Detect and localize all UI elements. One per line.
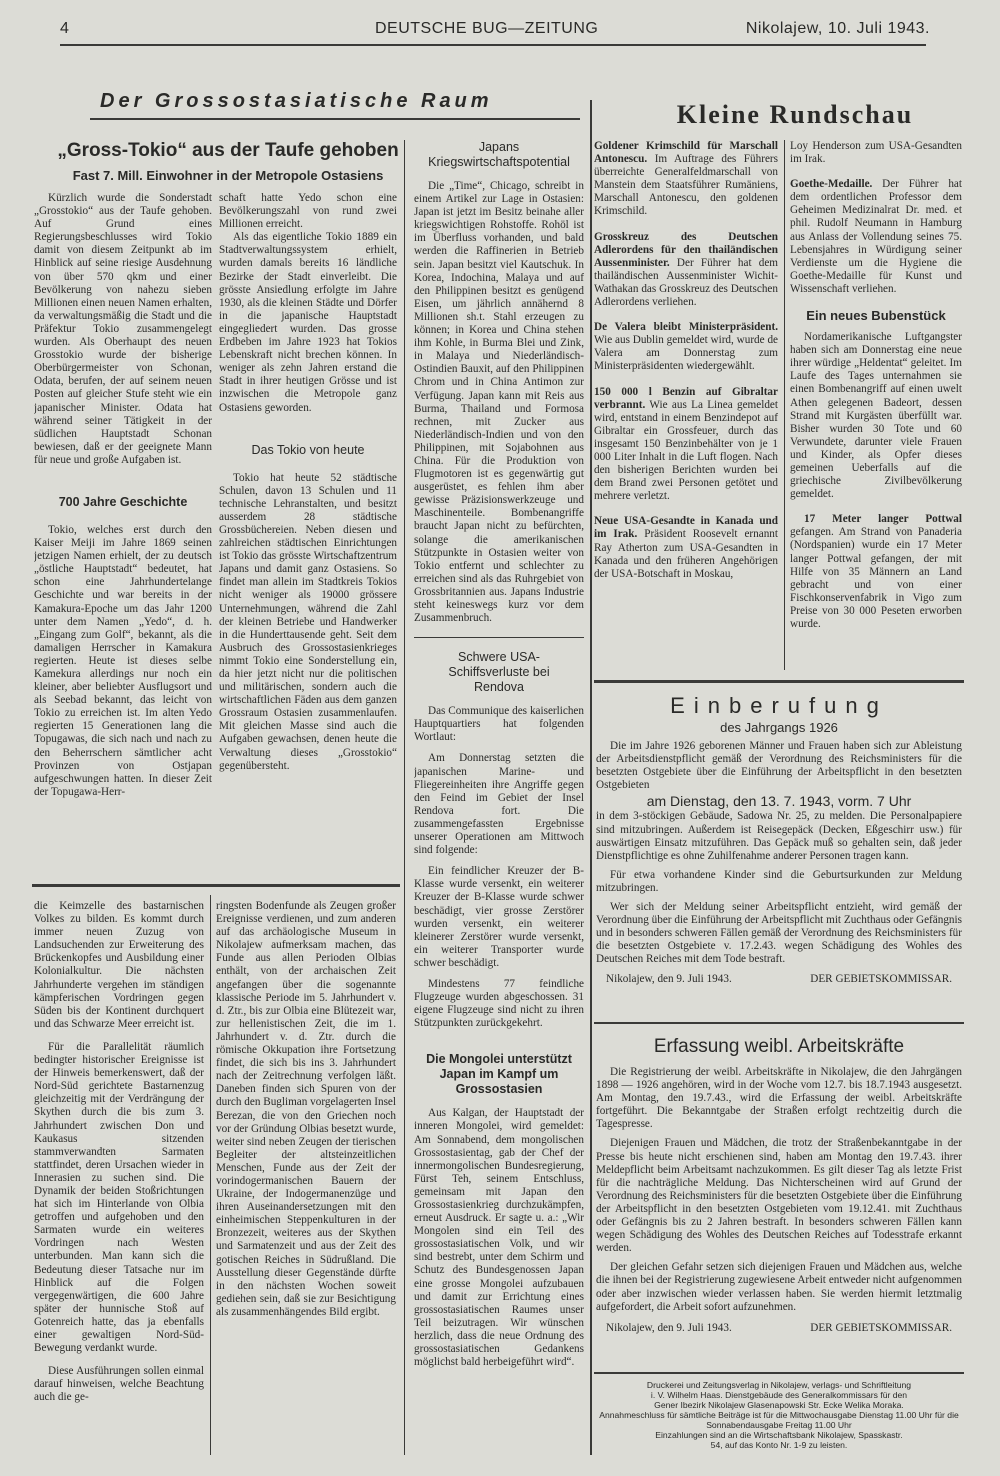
signature <box>596 1322 962 1335</box>
news-text: Der Führer hat dem ordentlichen Professor dem Geheimen Medizinalrat Dr. med. et phil. Rudolf Neumann in Hamburg aus Anlass der Vollendung seines 75. Lebensjahres in Würdigung seiner Verdienste um die Hygiene die Goethe-Medaille für Kunst und Wissenschaft verliehen. <box>790 178 962 295</box>
paragraph: schaft hatte Yedo schon eine Bevölkerungszahl von rund zwei Millionen erreicht. <box>219 192 397 231</box>
imprint-line: 54, auf das Konto Nr. 1-9 zu leisten. <box>710 1440 848 1450</box>
col-rule <box>784 140 785 670</box>
news-text: Wie aus La Linea gemeldet wird, entstand in einem Benzindepot auf Gibraltar ein Grossfeuer, durch das insgesamt 150 Benzinbehälter von je 1 000 Liter Inhalt in die Luft flogen. Nach den bisherigen Berichten wurden bei dem Brand zwei Personen getötet und mehrere verletzt. <box>594 398 778 503</box>
news-lead: 150 000 l Benzin auf Gibraltar verbrannt. <box>594 385 778 411</box>
paragraph: Am Donnerstag setzten die japanischen Marine- und Fliegereinheiten ihre Angriffe gegen den Feind im Gebiet der Insel Rendova fort. Die zusammengefassten Ergebnisse unserer Operationen am Mittwoch sind folgende: <box>414 752 584 857</box>
news-lead: Neue USA-Gesandte in Kanada und im Irak. <box>594 515 778 541</box>
paragraph: Die Registrierung der weibl. Arbeitskräfte in Nikolajew, die den Jahrgängen 1898 — 1926 angehören, wird in der Woche vom 12.7. bis 18.7.1943 ausgesetzt. Am Montag, den 19.7.43., wird die Erfassung der weibl. Arbeitskräfte fortgeführt. Die Bekanntgabe der Straßen erfolgt rechtzeitig durch die Tagespresse. <box>596 1066 962 1131</box>
main-col-1 <box>34 192 212 862</box>
col-rule <box>210 895 211 1455</box>
subhead-tokio-heute: Das Tokio von heute <box>251 442 365 457</box>
paragraph: in dem 3-stöckigen Gebäude, Sadowa Nr. 25, zu melden. Die Personalpapiere sind mitzubringen. Außerdem ist Reisegepäck (Decken, Eßgeschirr usw.) für auswärtigen Einsatz mitzuführen. Das Gepäck muß so gehalten sein, daß jeder Dienstpflichtige es ohne Zuhilfenahme anderer Personen tragen kann. <box>596 810 962 862</box>
paragraph: Ein feindlicher Kreuzer der B-Klasse wurde versenkt, ein weiterer Kreuzer der B-Klasse wurde schwer beschädigt, vier grosse Zerstörer wurden versenkt, ein weiterer kleinerer Zerstörer wurde versenkt, ein weiterer Transporter wurde schwer beschädigt. <box>414 865 584 969</box>
col-rule-thick <box>590 100 592 1455</box>
paragraph: Wer sich der Meldung seiner Arbeitspflicht entzieht, wird gemäß der Verordnung über die Einführung der Arbeitspflicht mit Zuchthaus oder Gefängnis und in besonders schweren Fällen gemäß der Verordnung des Reichsministers für die besetzten Ostgebiete v. 17.2.43. wegen Schädigung des Wohles des Deutschen Reiches mit dem Tode bestraft. <box>596 901 962 966</box>
news-lead: Goethe-Medaille. <box>790 178 873 191</box>
signature <box>596 973 962 986</box>
date-line: am Dienstag, den 13. 7. 1943, vorm. 7 Uhr <box>646 793 912 810</box>
japan-headline: Japans Kriegswirtschaftspotential <box>428 140 570 169</box>
imprint-line: Druckerei und Zeitungsverlag in Nikolajew, verlags- und Schriftleitung <box>646 1380 912 1390</box>
news-item <box>790 178 962 296</box>
erfassung-title: Erfassung weibl. Arbeitskräfte <box>653 1036 905 1057</box>
paragraph: die Keimzelle des bastarnischen Volkes zu bilden. Es kommt durch immer neuen Zuzug von Landsuchenden zur Erweiterung des Brückenkopfes und Ausbildung einer Kolonialkultur. Die nächsten Jahrhunderte vergehen im ständigen kämpferischen Vordringen gegen Süden bis der Kontinent durchquert und das Schwarze Meer erreicht ist. <box>34 900 204 1030</box>
newspaper-title: DEUTSCHE BUG—ZEITUNG <box>375 20 599 37</box>
paragraph: Für etwa vorhandene Kinder sind die Geburtsurkunden zur Meldung mitzubringen. <box>596 868 962 894</box>
mongolei-headline: Die Mongolei unterstützt Japan im Kampf um Grossostasien <box>426 1052 572 1097</box>
news-item <box>594 231 778 310</box>
divider <box>32 884 400 887</box>
subhead-geschichte: 700 Jahre Geschichte <box>58 494 188 509</box>
news-text: Der Führer hat dem thailändischen Aussenminister Wichit-Wathakan das Grosskreuz des Deutschen Adlerordens verliehen. <box>594 256 778 309</box>
paragraph: Tokio, welches erst durch den Kaiser Meiji im Jahre 1869 seinen jetzigen Namen erhielt, der zu deutsch „östliche Hauptstadt“ bedeutet, hat schon eine Jahrhundertelange Geschichte und war bereits in der Kamakura-Epoche um das Jahr 1200 unter dem Namen „Yedo“, d. h. „Eingang zum Golf“, bekannt, als die damaligen Herrscher in Kamakura regierten. Heute ist dieses selbe Kamekura allerdings nur noch ein kleiner, aber beliebter Ausflugsort und als Seebad bekannt, das leicht von Tokio zu erreichen ist. Im alten Yedo regierten 15 Generationen lang die Topugawas, die sich nach und nach zu den Beherrschern sämtlicher acht Provinzen von Ostjapan aufgeschwungen hatten. In dieser Zeit der Topugawa-Herr- <box>34 523 212 798</box>
masthead <box>60 18 930 42</box>
paragraph: Als das eigentliche Tokio 1889 ein Stadtverwaltungssystem erhielt, wurden damals bereits 16 ländliche Bezirke der Stadt einverleibt. Die grösste Ansiedlung erfolgte im Jahre 1930, als die kleinen Städte und Dörfer in die japanische Hauptstadt eingegliedert wurden. Das grosse Erdbeben im Jahre 1923 hat Tokios Lebenskraft nicht brechen können. In weniger als zehn Jahren erstand die Stadt in ihrer heutigen Grösse und ist inzwischen die Metropole ganz Ostasiens geworden. <box>219 231 397 414</box>
imprint <box>596 1380 962 1450</box>
erfassung-body <box>596 1066 962 1364</box>
divider <box>594 1022 964 1024</box>
paragraph: Aus Kalgan, der Hauptstadt der inneren Mongolei, wird gemeldet: Am Sonnabend, dem mongolischen Grossostasientag, gab der Chef der innermongolischen Bundesregierung, Fürst Teh, seinem Entschluss, gemeinsam mit Japan den Grossostasienkrieg durchzukämpfen, erneut Ausdruck. Er sagte u. a.: „Wir Mongolen sind ein Teil des grossostasiatischen Volk, und wir sind bestrebt, unter dem Schirm und Schutz des Bundesgenossen Japan eine grosse Mongolei aufzubauen und damit zur Errichtung eines grossostasiatischen Raumes unser Teil beizutragen. Wir wünschen herzlich, dass die neue Ordnung des grossostasiatischen Gedankens möglichst bald herbeigeführt wird“. <box>414 1107 584 1369</box>
main-headline: „Gross-Tokio“ aus der Taufe gehoben <box>57 140 399 161</box>
news-item <box>594 386 778 504</box>
sign-name: DER GEBIETSKOMMISSAR. <box>810 972 952 985</box>
einberufung-body <box>596 740 962 1012</box>
paragraph: Für die Parallelität räumlich bedingter historischer Ereignisse ist der Hinweis bemerkenswert, daß der Nord-Süd gerichtete Bastarnenzug gleichzeitig mit der Verdrängung der Skythen durch die bis zum 3. Jahrhundert zwischen Don und Kaukasus sitzenden stammverwandten Sarmaten stattfindet, deren Ursachen wieder in Innerasien zu suchen sind. Die Dynamik der beiden Stoßrichtungen hat sich im Hinterlande von Olbia getroffen und aufgehoben und den Sarmaten wurde ein weiteres Vordringen nach Westen unterbunden. Man kann sich die Bedeutung dieser Tatsache nur im Hinblick auf die Folgen vergegenwärtigen, die 600 Jahre später der hunnische Stoß auf Gotenreich hatte, das ja ebenfalls einer gewaltigen Nord-Süd-Bewegung verdankt wurde. <box>34 1040 204 1355</box>
paragraph: Die „Time“, Chicago, schreibt in einem Artikel zur Lage in Ostasien: Japan ist jetzt im Besitz beinahe aller kriegswichtigen Rohstoffe. Rohöl ist im Überfluss vorhanden, und bald werden die Raffinerien in Betrieb sein. Japan besitzt viel Kautschuk. In Korea, Indochina, Malaya und auf den Philippinen besitzt es genügend Eisen, um jährlich annähernd 8 Millionen sh.t. Stahl erzeugen zu können; in Korea und China stehen ihm Kohle, in Burma Blei und Zink, in Malaya und Niederländisch-Ostindien Bauxit, auf den Philippinen Chrom und in China Antimon zur Verfügung. Japan kann mit Reis aus Burma, Thailand und Formosa rechnen, mit Zucker aus Niederländisch-Indien und von den Philippinen, mit Sojabohnen aus China. Für die Produktion von Flugmotoren ist es gegenwärtig gut ausgerüstet, es fehlen ihm aber gewisse Präzisionswerkzeuge und Maschinenteile. Bombenangriffe braucht Japan nicht zu befürchten, solange die amerikanischen Stützpunkte in Ostasien weiter von Tokio entfernt und schlechter zu erreichen sind als das Ruhrgebiet von Grossbritannien aus. Japans Industrie steht keineswegs kurz vor dem Zusammenbruch. <box>414 180 584 625</box>
news-text: gefangen. Am Strand von Panaderia (Nordspanien) wurde ein 17 Meter langer Pottwal gefangen, der mit Hilfe von 35 Männern an Land gebracht und von einer Fischkonservenfabrik in Vigo zum Preise von 30 000 Peseten erworben wurde. <box>790 526 962 630</box>
rundschau-left <box>594 140 778 670</box>
einberufung-subtitle: des Jahrgangs 1926 <box>720 720 838 735</box>
news-item <box>594 140 778 219</box>
paragraph: Das Communique des kaiserlichen Hauptquartiers hat folgenden Wortlaut: <box>414 705 584 744</box>
sign-place: Nikolajew, den 9. Juli 1943. <box>606 972 732 985</box>
news-item <box>594 321 778 373</box>
header-rule <box>60 44 926 46</box>
news-text: Präsident Roosevelt ernannt Ray Atherton zum USA-Gesandten in Kanada und den früheren Angehörigen der USA-Botschaft in Moskau, <box>594 528 778 580</box>
divider <box>414 637 584 638</box>
sign-place: Nikolajew, den 9. Juli 1943. <box>606 1321 732 1334</box>
paragraph: ringsten Bodenfunde als Zeugen großer Ereignisse verdienen, und zum anderen auf das archäologische Museum in Nikolajew aufmerksam machen, das Funde aus allen Perioden Olbias enthält, von der archaischen Zeit angefangen über die sogenannte klassische Periode im 5. Jahrhundert v. d. Ztr., bis zur Olbia eine Blütezeit war, zur hellenistischen Zeit, die im 1. Jahrhundert v. d. Ztr. durch die römische Okkupation ihre Fortsetzung findet, die sich bis ins 3. Jahrhundert nach der Zeitrechnung verfolgen läßt. Daneben finden sich Spuren von der durch den Bugliman vorgelagerten Insel Berezan, die von den Griechen noch vor der Gründung Olbias besetzt wurde, weiter sind neben Zeugen der tierischen Begleiter der altsteinzeitlichen Menschen, Funde aus der Zeit der vorindogermanischen Bauern der Ukraine, der Indogermanenzüge und ihren Auseinandersetzungen mit den einheimischen Steppenkulturen in der Bronzezeit, weiteres aus der Skythen und Sarmatenzeit und aus der Zeit des gotischen Reiches in Südrußland. Die Ausstellung dieser Gegenstände dürfte in den nächsten Wochen soweit gediehen sein, daß sie zur Besichtigung als zusammenhängendes Bild ergibt. <box>216 900 396 1318</box>
paragraph: Nordamerikanische Luftgangster haben sich am Donnerstag eine neue ihrer würdige „Heldentat“ geleitet. Im Laufe des Tages unternahmen sie einen Bombenangriff auf einen uwelt Athen gelegenen Badeort, dessen Strand mit Kurgästen überfüllt war. Bisher wurden 30 Tote und 60 Verwundete, darunter viele Frauen und Kinder, als Opfer dieses gemeinen Ueberfalls auf die griechische Zivilbevölkerung gemeldet. <box>790 331 962 501</box>
lower-col-1 <box>34 900 204 1455</box>
section-rule <box>90 118 580 120</box>
japan-column <box>414 140 584 1455</box>
rundschau-right <box>790 140 962 670</box>
lower-col-2 <box>216 900 396 1455</box>
news-lead: De Valera bleibt Ministerpräsident. <box>594 321 778 334</box>
news-text: Wie aus Dublin gemeldet wird, wurde de Valera am Donnerstag zum Ministerpräsidenten wiedergewählt. <box>594 334 778 373</box>
news-lead: Grosskreuz des Deutschen Adlerordens für den thailändischen Aussenminister. <box>594 230 778 269</box>
usa-headline: Schwere USA-Schiffsverluste bei Rendova <box>448 650 550 695</box>
news-lead: 17 Meter langer Pottwal <box>804 513 962 526</box>
main-col-2 <box>219 192 397 862</box>
paragraph: Tokio hat heute 52 städtische Schulen, davon 13 Schulen und 11 technische Lehranstalten, und besitzt ausserdem 28 städtische Grossbüchereien. Neben diesen und zahlreichen städtischen Einrichtungen ist Tokio das grösste Wirtschaftzentrum Japans und damit ganz Ostasiens. So findet man allein im Stadtkreis Tokios nicht weniger als 19000 grössere Unternehmungen, während die Zahl der kleinen Betriebe und Handwerker in die Hunderttausende geht. Seit dem Ausbruch des Grossostasienkrieges nimmt Tokio eine Sonderstellung ein, da hier jetzt nicht nur die politischen und militärischen, sondern auch die wirtschaftlichen Fäden aus dem ganzen Grossraum Ostasien zusammenlaufen. Mit gleichen Masse sind auch die Aufgaben gewachsen, denen heute die Verwaltung dieses „Grosstokio“ gegenübersteht. <box>219 471 397 772</box>
page-number: 4 <box>60 20 70 37</box>
sign-name: DER GEBIETSKOMMISSAR. <box>810 1321 952 1334</box>
paragraph: Der gleichen Gefahr setzen sich diejenigen Frauen und Mädchen aus, welche die ihnen bei der Registrierung zugewiesene Arbeit entweder nicht aufgenommen oder aber inzwischen wieder verlassen haben. Sie werden hiermit letztmalig aufgefordert, die Arbeit sofort aufzunehmen. <box>596 1261 962 1313</box>
divider <box>594 1372 964 1374</box>
issue-date: Nikolajew, 10. Juli 1943. <box>745 20 930 37</box>
paragraph: Kürzlich wurde die Sonderstadt „Grosstokio“ aus der Taufe gehoben. Auf Grund eines Regierungsbeschlusses wird Tokio damit von diesem Zeitpunkt ab im Hinblick auf seine riesige Ausdehnung von über 570 qkm und einer Bevölkerung von nahezu sieben Millionen einen neuen Namen erhalten, da verwaltungsmäßig die Stadt und die Präfektur Tokio zusammengelegt wurden. Als Oberhaupt des neuen Grosstokio wurde der bisherige Oberbürgermeister von Schonan, Odata, berufen, der auf seinem neuen Posten auf gleicher Stufe steht wie ein japanischer Minister. Odata hat während seiner Tätigkeit in der südlichen Hauptstadt Schonan bewiesen, daß er der geeignete Mann für neue und große Aufgaben ist. <box>34 192 212 466</box>
einberufung-title: Einberufung <box>670 693 888 718</box>
paragraph: Die im Jahre 1926 geborenen Männer und Frauen haben sich zur Ableistung der Arbeitsdienstpflicht gemäß der Verordnung des Reichsministers für die besetzten Ostgebiete über die Einführung der Arbeitspflicht in den besetzten Ostgebieten <box>596 740 962 792</box>
news-lead: Goldener Krimschild für Marschall Antonescu. <box>594 140 778 166</box>
news-item <box>594 515 778 580</box>
paragraph: Mindestens 77 feindliche Flugzeuge wurden abgeschossen. 31 eigene Flugzeuge sind nicht zu ihren Stützpunkten zurückgekehrt. <box>414 977 584 1030</box>
col-rule <box>404 140 405 1455</box>
imprint-line: Gener Ibezirk Nikolajew Glasenapowski Str. Ecke Welika Moraka. <box>654 1400 904 1410</box>
bubenstueck-title: Ein neues Bubenstück <box>806 308 946 324</box>
paragraph: Diejenigen Frauen und Mädchen, die trotz der Straßenbekanntgabe in der Presse bis heute nicht erschienen sind, haben am Montag den 19.7.43. ihrer Meldepflicht beim Arbeitsamt nachzukommen. Es gilt dieser Tag als letzte Frist für die nachträgliche Meldung. Das Nichterscheinen wird auf Grund der Verordnung des Reichsministers für die besetzten Ostgebiete über die Einführung der Arbeitspflicht in den besetzten Ostgebieten vom 19.12.41. mit Zuchthaus oder Gefängnis bis zu 2 Jahren bestraft. In besonders schweren Fällen kann wegen Schädigung des Wohles des Deutschen Reiches auf Todesstrafe erkannt werden. <box>596 1137 962 1255</box>
news-item: Loy Henderson zum USA-Gesandten im Irak. <box>790 140 962 166</box>
paragraph: Diese Ausführungen sollen einmal darauf hinweisen, welche Beachtung auch die ge- <box>34 1365 204 1404</box>
section-title: Der Grossostasiatische Raum <box>100 90 493 112</box>
imprint-line: Annahmeschluss für sämtliche Beiträge ist für die Mittwochausgabe Dienstag 11.00 Uhr für die Sonnabendausgabe Freitag 11.00 Uhr <box>599 1410 959 1430</box>
news-text: Im Auftrage des Führers überreichte Generalfeldmarschall von Manstein dem Staatsführer Rumäniens, Marschall Antonescu, den goldenen Krimschild. <box>594 153 778 218</box>
main-subhead: Fast 7. Mill. Einwohner in der Metropole Ostasiens <box>72 168 384 183</box>
divider <box>594 680 964 683</box>
imprint-line: Einzahlungen sind an die Wirtschaftsbank Nikolajew, Spasskastr. <box>655 1430 903 1440</box>
imprint-line: i. V. Wilhelm Haas. Dienstgebäude des Generalkommissars für den <box>650 1390 908 1400</box>
rundschau-title: Kleine Rundschau <box>676 100 914 129</box>
news-item <box>790 513 962 631</box>
